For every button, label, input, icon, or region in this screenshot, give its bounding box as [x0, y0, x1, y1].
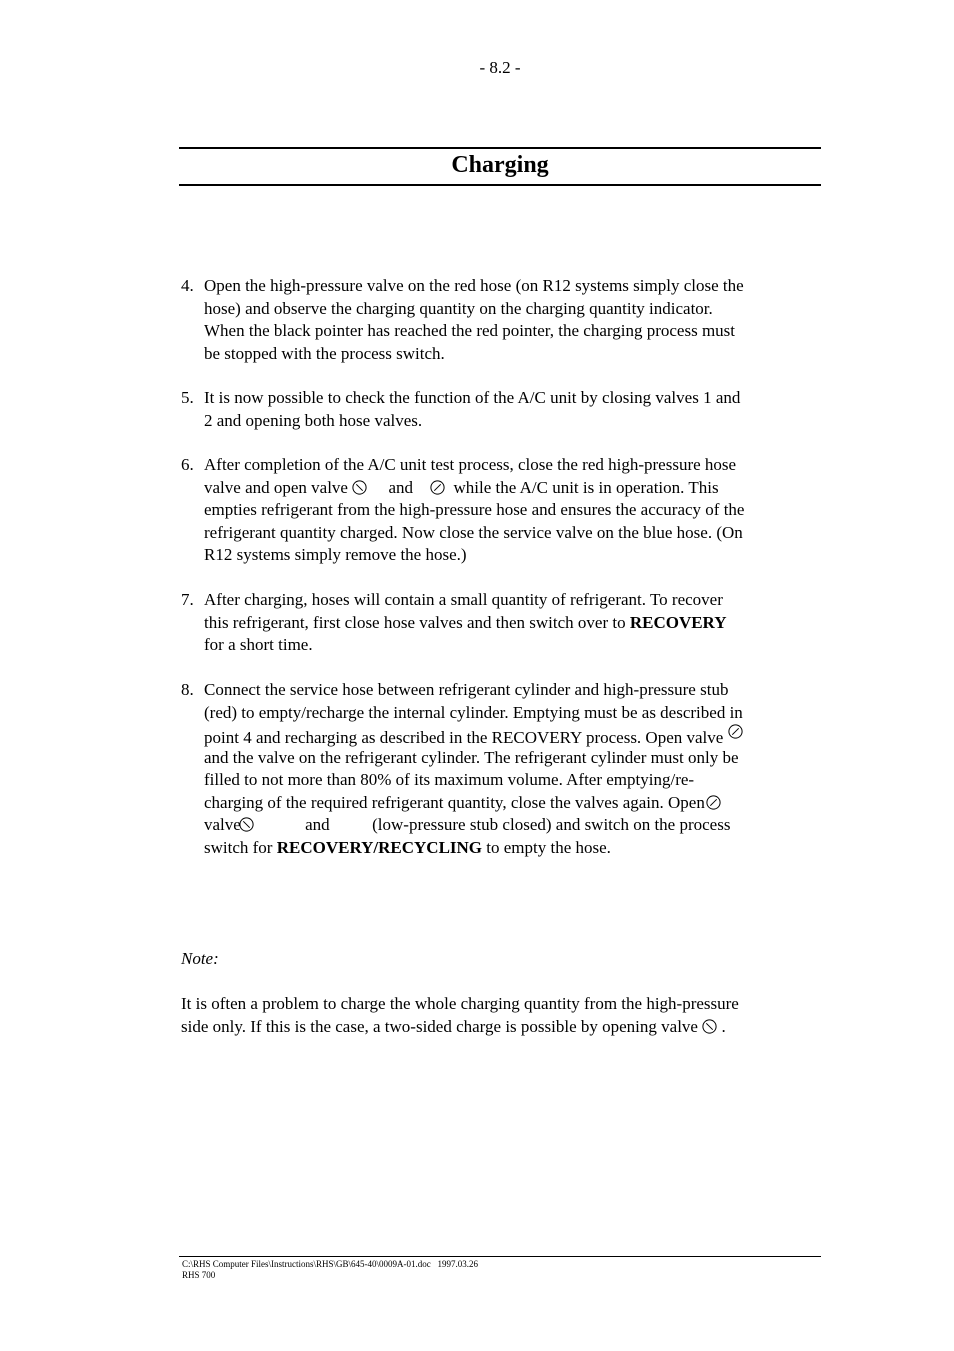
- text-line: R12 systems simply remove the hose.): [204, 545, 467, 564]
- text-line: [181, 1016, 821, 1039]
- text-line: [204, 477, 821, 500]
- emphasis-text: RECOVERY: [629, 612, 727, 632]
- note-text: [181, 993, 821, 1038]
- item-text: [204, 454, 821, 567]
- text-line: [204, 837, 821, 860]
- text-span: .: [721, 1016, 726, 1036]
- item-number: 6.: [181, 455, 194, 474]
- item-text: [204, 275, 821, 365]
- item-text: [204, 387, 821, 432]
- valve-1-icon: [702, 1019, 717, 1034]
- text-line: for a short time.: [204, 635, 313, 654]
- text-span: valve: [204, 815, 241, 834]
- text-span: while the A/C unit is in operation. This: [453, 477, 719, 497]
- text-line: empties refrigerant from the high-pressure hose and ensures the accuracy of the: [204, 500, 745, 519]
- list-item: [181, 275, 821, 365]
- text-span: (low-pressure stub closed) and switch on the process: [372, 815, 731, 834]
- text-span: to empty the hose.: [486, 837, 611, 857]
- text-span: charging of the required refrigerant quantity, close the valves again. Open: [204, 792, 705, 812]
- item-text: [204, 589, 821, 657]
- text-line: After charging, hoses will contain a small quantity of refrigerant. To recover: [204, 590, 723, 609]
- valve-2-icon: [430, 480, 445, 495]
- footer-rule: [179, 1256, 821, 1257]
- text-line: It is now possible to check the function of the A/C unit by closing valves 1 and: [204, 388, 741, 407]
- list-item: [181, 679, 821, 859]
- text-line: and the valve on the refrigerant cylinder. The refrigerant cylinder must only be: [204, 747, 739, 767]
- text-line: [204, 792, 821, 815]
- emphasis-text: RECOVERY/RECYCLING: [276, 837, 483, 857]
- footer: [182, 1259, 478, 1281]
- item-number: 8.: [181, 680, 194, 699]
- text-span: valve and open valve: [204, 477, 348, 497]
- page-number: - 8.2 -: [479, 58, 521, 77]
- valve-2-icon: [728, 724, 743, 739]
- text-line: hose) and observe the charging quantity on the charging quantity indicator.: [204, 298, 713, 318]
- text-line: Connect the service hose between refrigerant cylinder and high-pressure stub: [204, 680, 729, 699]
- footer-file-path: C:\RHS Computer Files\Instructions\RHS\GB\645-40\0009A-01.doc 1997.03.26: [182, 1259, 479, 1269]
- title-rule-top: [179, 147, 821, 149]
- note-label: Note:: [181, 949, 219, 968]
- list-item: [181, 454, 821, 567]
- text-span: and: [388, 477, 414, 497]
- text-span: and: [305, 815, 330, 834]
- text-line: [204, 814, 821, 837]
- text-line: Open the high-pressure valve on the red hose (on R12 systems simply close the: [204, 276, 744, 295]
- text-line: refrigerant quantity charged. Now close the service valve on the blue hose. (On: [204, 522, 743, 542]
- text-span: side only. If this is the case, a two-sided charge is possible by opening valve: [181, 1016, 698, 1036]
- text-line: After completion of the A/C unit test process, close the red high-pressure hose: [204, 455, 737, 474]
- text-line: It is often a problem to charge the whole charging quantity from the high-pressure: [181, 994, 739, 1013]
- valve-1-icon: [239, 817, 254, 832]
- text-line: be stopped with the process switch.: [204, 343, 445, 363]
- text-line: [204, 612, 821, 635]
- page-title: Charging: [451, 152, 549, 178]
- text-line: filled to not more than 80% of its maximum volume. After emptying/re-: [204, 770, 695, 789]
- item-number: 7.: [181, 590, 194, 609]
- title-rule-bottom: [179, 184, 821, 186]
- item-number: 4.: [181, 276, 194, 295]
- text-line: When the black pointer has reached the red pointer, the charging process must: [204, 321, 736, 340]
- text-span: point 4 and recharging as described in the RECOVERY process. Open valve: [204, 728, 724, 747]
- list-item: [181, 387, 821, 432]
- valve-2-icon: [706, 795, 721, 810]
- text-line: [204, 724, 821, 747]
- text-span: switch for: [204, 837, 273, 857]
- valve-1-icon: [352, 480, 367, 495]
- text-line: 2 and opening both hose valves.: [204, 410, 423, 430]
- text-line: (red) to empty/recharge the internal cylinder. Emptying must be as described in: [204, 702, 743, 722]
- footer-model: RHS 700: [182, 1270, 216, 1280]
- list-item: [181, 589, 821, 657]
- item-text: [204, 679, 821, 859]
- text-span: this refrigerant, first close hose valves and then switch over to: [204, 612, 626, 632]
- item-number: 5.: [181, 388, 194, 407]
